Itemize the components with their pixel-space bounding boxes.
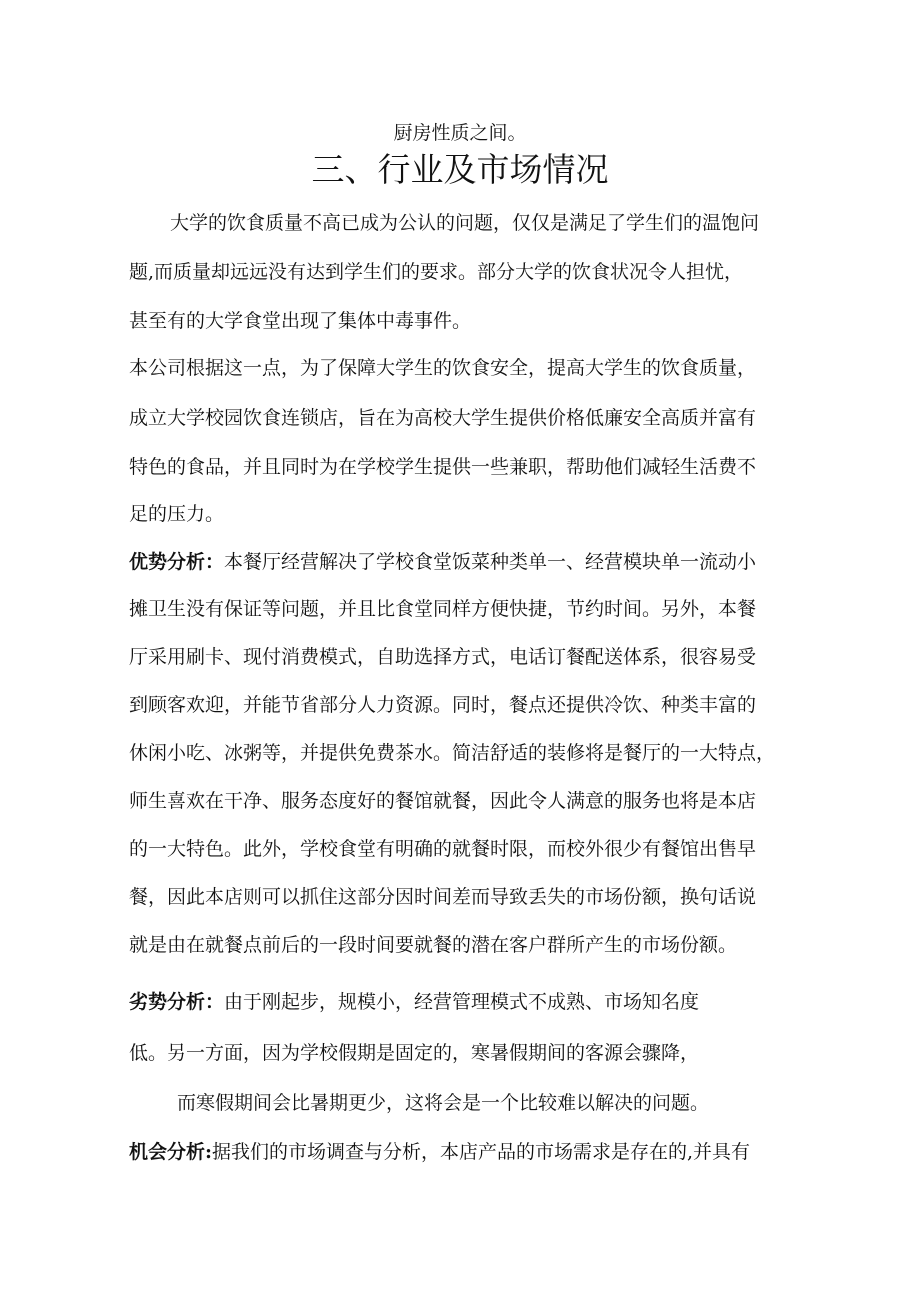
strengths-line-3: 厅采用刷卡、现付消费模式，自助选择方式，电话订餐配送体系，很容易受 bbox=[129, 646, 757, 668]
strengths-line-8: 餐，因此本店则可以抓住这部分因时间差而导致丢失的市场份额，换句话说 bbox=[129, 886, 757, 908]
intro-line-2: 题,而质量却远远没有达到学生们的要求。部分大学的饮食状况令人担忧， bbox=[129, 261, 744, 283]
strengths-first-text: 本餐厅经营解决了学校食堂饭菜种类单一、经营模块单一流动小 bbox=[224, 551, 757, 573]
intro-line-1: 大学的饮食质量不高已成为公认的问题，仅仅是满足了学生们的温饱问 bbox=[170, 212, 760, 234]
strengths-line-9: 就是由在就餐点前后的一段时间要就餐的潜在客户群所产生的市场份额。 bbox=[129, 934, 738, 956]
continuation-text: 厨房性质之间。 bbox=[393, 122, 527, 144]
opportunities-first-text: 据我们的市场调查与分析，本店产品的市场需求是存在的,并具有 bbox=[212, 1141, 751, 1163]
strengths-line-5: 休闲小吃、冰粥等，并提供免费茶水。简洁舒适的装修将是餐厅的一大特点， bbox=[129, 742, 776, 764]
weaknesses-label: 劣势分析： bbox=[129, 991, 225, 1013]
section-heading: 三、行业及市场情况 bbox=[311, 150, 609, 189]
opportunities-line-1 bbox=[129, 1140, 750, 1164]
company-line-1: 本公司根据这一点，为了保障大学生的饮食安全，提高大学生的饮食质量， bbox=[129, 357, 757, 379]
weaknesses-line-2: 低。另一方面，因为学校假期是固定的，寒暑假期间的客源会骤降， bbox=[129, 1042, 700, 1064]
company-line-3: 特色的食品，并且同时为在学校学生提供一些兼职，帮助他们减轻生活费不 bbox=[129, 456, 757, 478]
weaknesses-line-3: 而寒假期间会比暑期更少，这将会是一个比较难以解决的问题。 bbox=[177, 1092, 710, 1114]
intro-line-3: 甚至有的大学食堂出现了集体中毒事件。 bbox=[129, 310, 472, 332]
company-line-4: 足的压力。 bbox=[129, 503, 225, 525]
weaknesses-line-1 bbox=[129, 990, 699, 1014]
company-line-2: 成立大学校园饮食连锁店，旨在为高校大学生提供价格低廉安全高质并富有 bbox=[129, 407, 757, 429]
strengths-line-7: 的一大特色。此外，学校食堂有明确的就餐时限，而校外很少有餐馆出售早 bbox=[129, 838, 757, 860]
opportunities-label: 机会分析: bbox=[129, 1141, 213, 1163]
strengths-label: 优势分析： bbox=[129, 551, 225, 573]
strengths-line-4: 到顾客欢迎，并能节省部分人力资源。同时，餐点还提供冷饮、种类丰富的 bbox=[129, 694, 757, 716]
strengths-line-1 bbox=[129, 550, 756, 574]
strengths-line-2: 摊卫生没有保证等问题，并且比食堂同样方便快捷，节约时间。另外，本餐 bbox=[129, 598, 757, 620]
strengths-line-6: 师生喜欢在干净、服务态度好的餐馆就餐，因此令人满意的服务也将是本店 bbox=[129, 790, 757, 812]
weaknesses-first-text: 由于刚起步，规模小，经营管理模式不成熟、市场知名度 bbox=[224, 991, 700, 1013]
